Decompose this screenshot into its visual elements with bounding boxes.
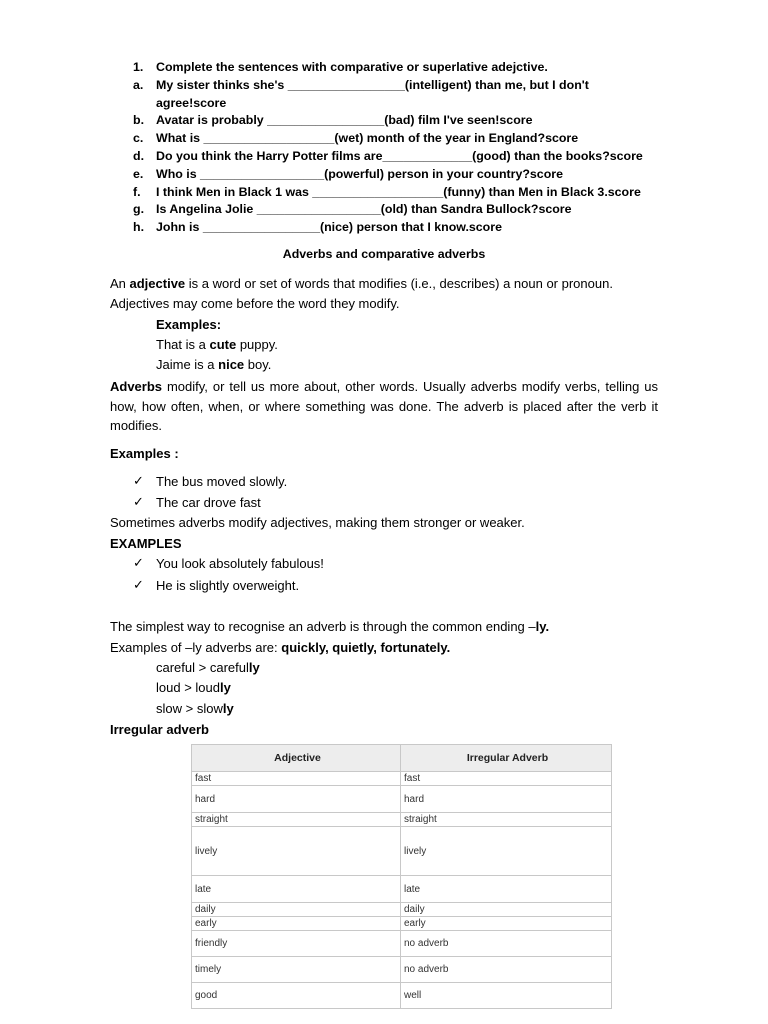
table-row [192,957,612,983]
table-cell: hard [401,786,612,813]
item-letter: c. [133,131,144,146]
item-letter: e. [133,166,144,181]
item-text: What is ___________________(wet) month of the year in England?score [156,131,579,146]
adjective-example-1 [156,335,278,355]
example-text: That is a [156,337,210,352]
example-item: The bus moved slowly. [156,474,288,489]
table-cell: early [401,917,612,931]
adjective-term: adjective [129,276,186,291]
item-text: Avatar is probably _________________(bad) film I've seen!score [156,113,533,128]
ly-base: careful > careful [156,660,249,675]
item-letter: g. [133,202,145,217]
ly-suffix: ly [248,660,260,675]
table-cell: late [192,876,401,903]
table-cell: fast [401,772,612,786]
exercise-item [0,184,768,202]
table-cell: hard [192,786,401,813]
table-row [192,772,612,786]
ly-examples-bold: quickly, quietly, fortunately. [281,640,451,655]
adjective-pre: An [110,276,130,291]
example-bold: cute [209,337,237,352]
table-row [192,931,612,957]
adverbs-paragraph [110,377,658,436]
table-cell: timely [192,957,401,983]
example-text: boy. [244,357,272,372]
ly-ending: ly. [535,619,550,634]
table-row [192,876,612,903]
table-cell: friendly [192,931,401,957]
example-text: Jaime is a [156,357,219,372]
column-header: Adjective [192,745,401,772]
column-header: Irregular Adverb [401,745,612,772]
ly-text: The simplest way to recognise an adverb is through the common ending – [110,619,536,634]
table-header-row [192,745,612,772]
item-text: Who is __________________(powerful) person in your country?score [156,166,563,181]
check-icon: ✓ [133,555,144,570]
item-letter: b. [133,113,145,128]
exercise-title-text: Complete the sentences with [156,60,331,74]
table-cell: straight [401,813,612,827]
table-cell: late [401,876,612,903]
exercise-item [0,201,768,219]
irregular-adverb-title: Irregular adverb [110,722,209,737]
example-item: You look absolutely fabulous! [156,556,324,571]
ly-examples [110,638,658,658]
table-cell: daily [192,903,401,917]
exercise-item [0,112,768,130]
modify-adjectives-text: Sometimes adverbs modify adjectives, making them stronger or weaker. [110,515,525,530]
exercise-item [0,219,768,237]
table-row [192,917,612,931]
examples-heading-caps: EXAMPLES [110,536,182,551]
table-cell: lively [192,827,401,876]
exercise-item [0,148,768,166]
example-text: puppy. [236,337,278,352]
item-text: My sister thinks she's _________________(intelligent) than me, but I don't agree!score [156,77,589,110]
table-cell: no adverb [401,931,612,957]
example-item: The car drove fast [156,495,261,510]
ly-suffix: ly [219,680,231,695]
item-letter: a. [133,77,144,92]
ly-base: loud > loud [156,680,220,695]
exercise-number: 1. [133,60,144,74]
ly-paragraph [110,617,658,637]
table-row [192,786,612,813]
table-row [192,903,612,917]
exercise-title-bold: comparative or superlative adejctive. [330,60,548,74]
table-cell: straight [192,813,401,827]
item-letter: d. [133,148,145,163]
table-cell: good [192,983,401,1009]
table-cell: well [401,983,612,1009]
exercise-item [0,130,768,148]
adverbs-definition: modify, or tell us more about, other words. Usually adverbs modify verbs, telling us how, how often, when, or where something was done. The adverb is placed after the verb it modifies. [110,379,658,433]
exercise-item [0,166,768,184]
adverbs-term: Adverbs [110,379,163,394]
item-text: Is Angelina Jolie __________________(old) than Sandra Bullock?score [156,202,572,217]
examples-heading: Examples : [110,446,179,461]
adjective-paragraph [110,274,658,314]
table-cell: no adverb [401,957,612,983]
ly-base: slow > slow [156,701,223,716]
table-row [192,813,612,827]
exercise-item [0,77,768,113]
ly-list-item [156,678,231,698]
exercise-title [0,59,768,77]
table-cell: lively [401,827,612,876]
example-item: He is slightly overweight. [156,578,300,593]
table-row [192,827,612,876]
table-cell: daily [401,903,612,917]
examples-label: Examples: [156,317,222,332]
section-title: Adverbs and comparative adverbs [282,247,486,261]
item-text: John is _________________(nice) person that I know.score [156,220,502,235]
table-cell: fast [192,772,401,786]
item-text: I think Men in Black 1 was ___________________(funny) than Men in Black 3.score [156,184,641,199]
irregular-adverb-table [191,744,612,1009]
table-row [192,983,612,1009]
check-icon: ✓ [133,577,144,592]
ly-list-item [156,699,234,719]
ly-suffix: ly [222,701,234,716]
adjective-definition: is a word or set of words that modifies (i.e., describes) a noun or pronoun. Adjectives may come before the word they modify. [110,276,613,311]
item-letter: h. [133,220,145,235]
example-bold: nice [218,357,245,372]
check-icon: ✓ [133,494,144,509]
table-cell: early [192,917,401,931]
ly-examples-text: Examples of –ly adverbs are: [110,640,282,655]
item-letter: f. [133,184,141,199]
item-text: Do you think the Harry Potter films are_____________(good) than the books?score [156,148,643,163]
exercise-list [0,59,768,237]
check-icon: ✓ [133,473,144,488]
ly-list-item [156,658,260,678]
adjective-example-2 [156,355,271,375]
